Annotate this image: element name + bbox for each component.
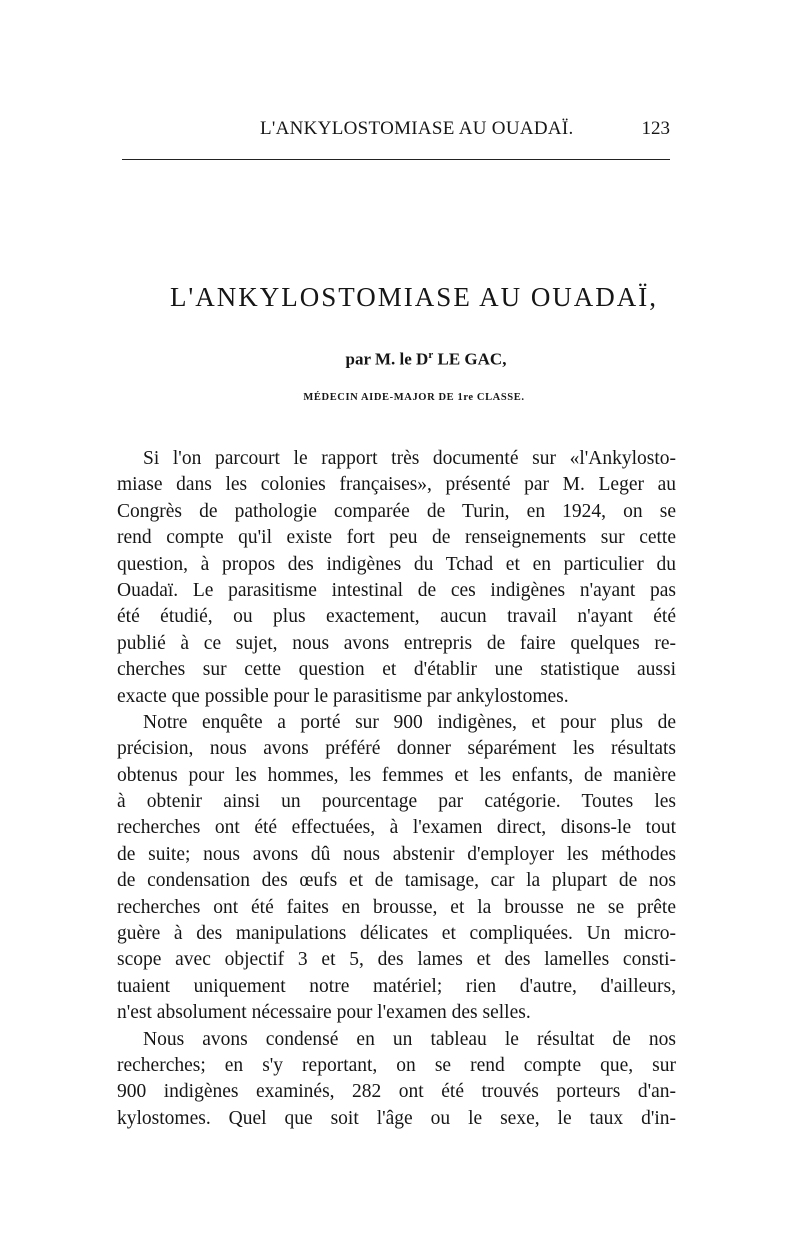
body-line: été étudié, ou plus exactement, aucun travail n'ayant été	[117, 606, 676, 628]
body-line: Nous avons condensé en un tableau le résultat de nos	[143, 1028, 676, 1050]
body-line: 900 indigènes examinés, 282 ont été trouvés porteurs d'an-	[117, 1081, 676, 1103]
body-line: Si l'on parcourt le rapport très documenté sur «l'Ankylosto-	[143, 448, 676, 469]
body-line: kylostomes. Quel que soit l'âge ou le sexe, le taux d'in-	[117, 1107, 676, 1129]
body-line: Ouadaï. Le parasitisme intestinal de ces indigènes n'ayant pas	[117, 579, 676, 601]
body-line: rend compte qu'il existe fort peu de renseignements sur cette	[117, 527, 676, 549]
byline-author: LE GAC,	[433, 349, 507, 369]
running-title: L'ANKYLOSTOMIASE AU OUADAÏ.	[260, 118, 574, 139]
article-body	[117, 446, 676, 1132]
body-line: exacte que possible pour le parasitisme par ankylostomes.	[117, 685, 569, 707]
body-line: de suite; nous avons dû nous abstenir d'employer les méthodes	[117, 843, 676, 865]
body-line: de condensation des œufs et de tamisage, car la plupart de nos	[117, 870, 676, 892]
header-rule	[122, 159, 670, 160]
body-line: Notre enquête a porté sur 900 indigènes, et pour plus de	[143, 711, 676, 733]
body-line: recherches ont été effectuées, à l'examen direct, disons-le tout	[117, 817, 676, 839]
body-line: question, à propos des indigènes du Tchad et en particulier du	[117, 553, 676, 575]
article-title: L'ANKYLOSTOMIASE AU OUADAÏ,	[169, 282, 659, 312]
body-line: scope avec objectif 3 et 5, des lames et des lamelles consti-	[117, 949, 676, 971]
body-line: à obtenir ainsi un pourcentage par catégorie. Toutes les	[117, 791, 676, 813]
body-line: obtenus pour les hommes, les femmes et les enfants, de manière	[117, 764, 676, 786]
running-head	[122, 118, 670, 144]
body-line: précision, nous avons préféré donner séparément les résultats	[117, 738, 676, 760]
byline	[26, 349, 800, 370]
body-line: recherches; en s'y reportant, on se rend compte que, sur	[117, 1054, 676, 1076]
byline-superscript: r	[428, 349, 434, 361]
page-number: 123	[641, 118, 670, 139]
body-line: recherches ont été faites en brousse, et la brousse ne se prête	[117, 896, 676, 918]
body-line: n'est absolument nécessaire pour l'examen des selles.	[117, 1002, 531, 1024]
body-line: Congrès de pathologie comparée de Turin, en 1924, on se	[117, 500, 676, 522]
body-line: miase dans les colonies françaises», présenté par M. Leger au	[117, 474, 676, 496]
byline-prefix: par M. le D	[345, 349, 429, 369]
body-line: guère à des manipulations délicates et compliquées. Un micro-	[117, 923, 676, 945]
body-line: publié à ce sujet, nous avons entrepris de faire quelques re-	[117, 632, 676, 654]
author-affiliation: MÉDECIN AIDE-MAJOR DE 1re CLASSE.	[303, 392, 525, 403]
body-line: cherches sur cette question et d'établir une statistique aussi	[117, 659, 676, 681]
body-line: tuaient uniquement notre matériel; rien d'autre, d'ailleurs,	[117, 975, 676, 997]
